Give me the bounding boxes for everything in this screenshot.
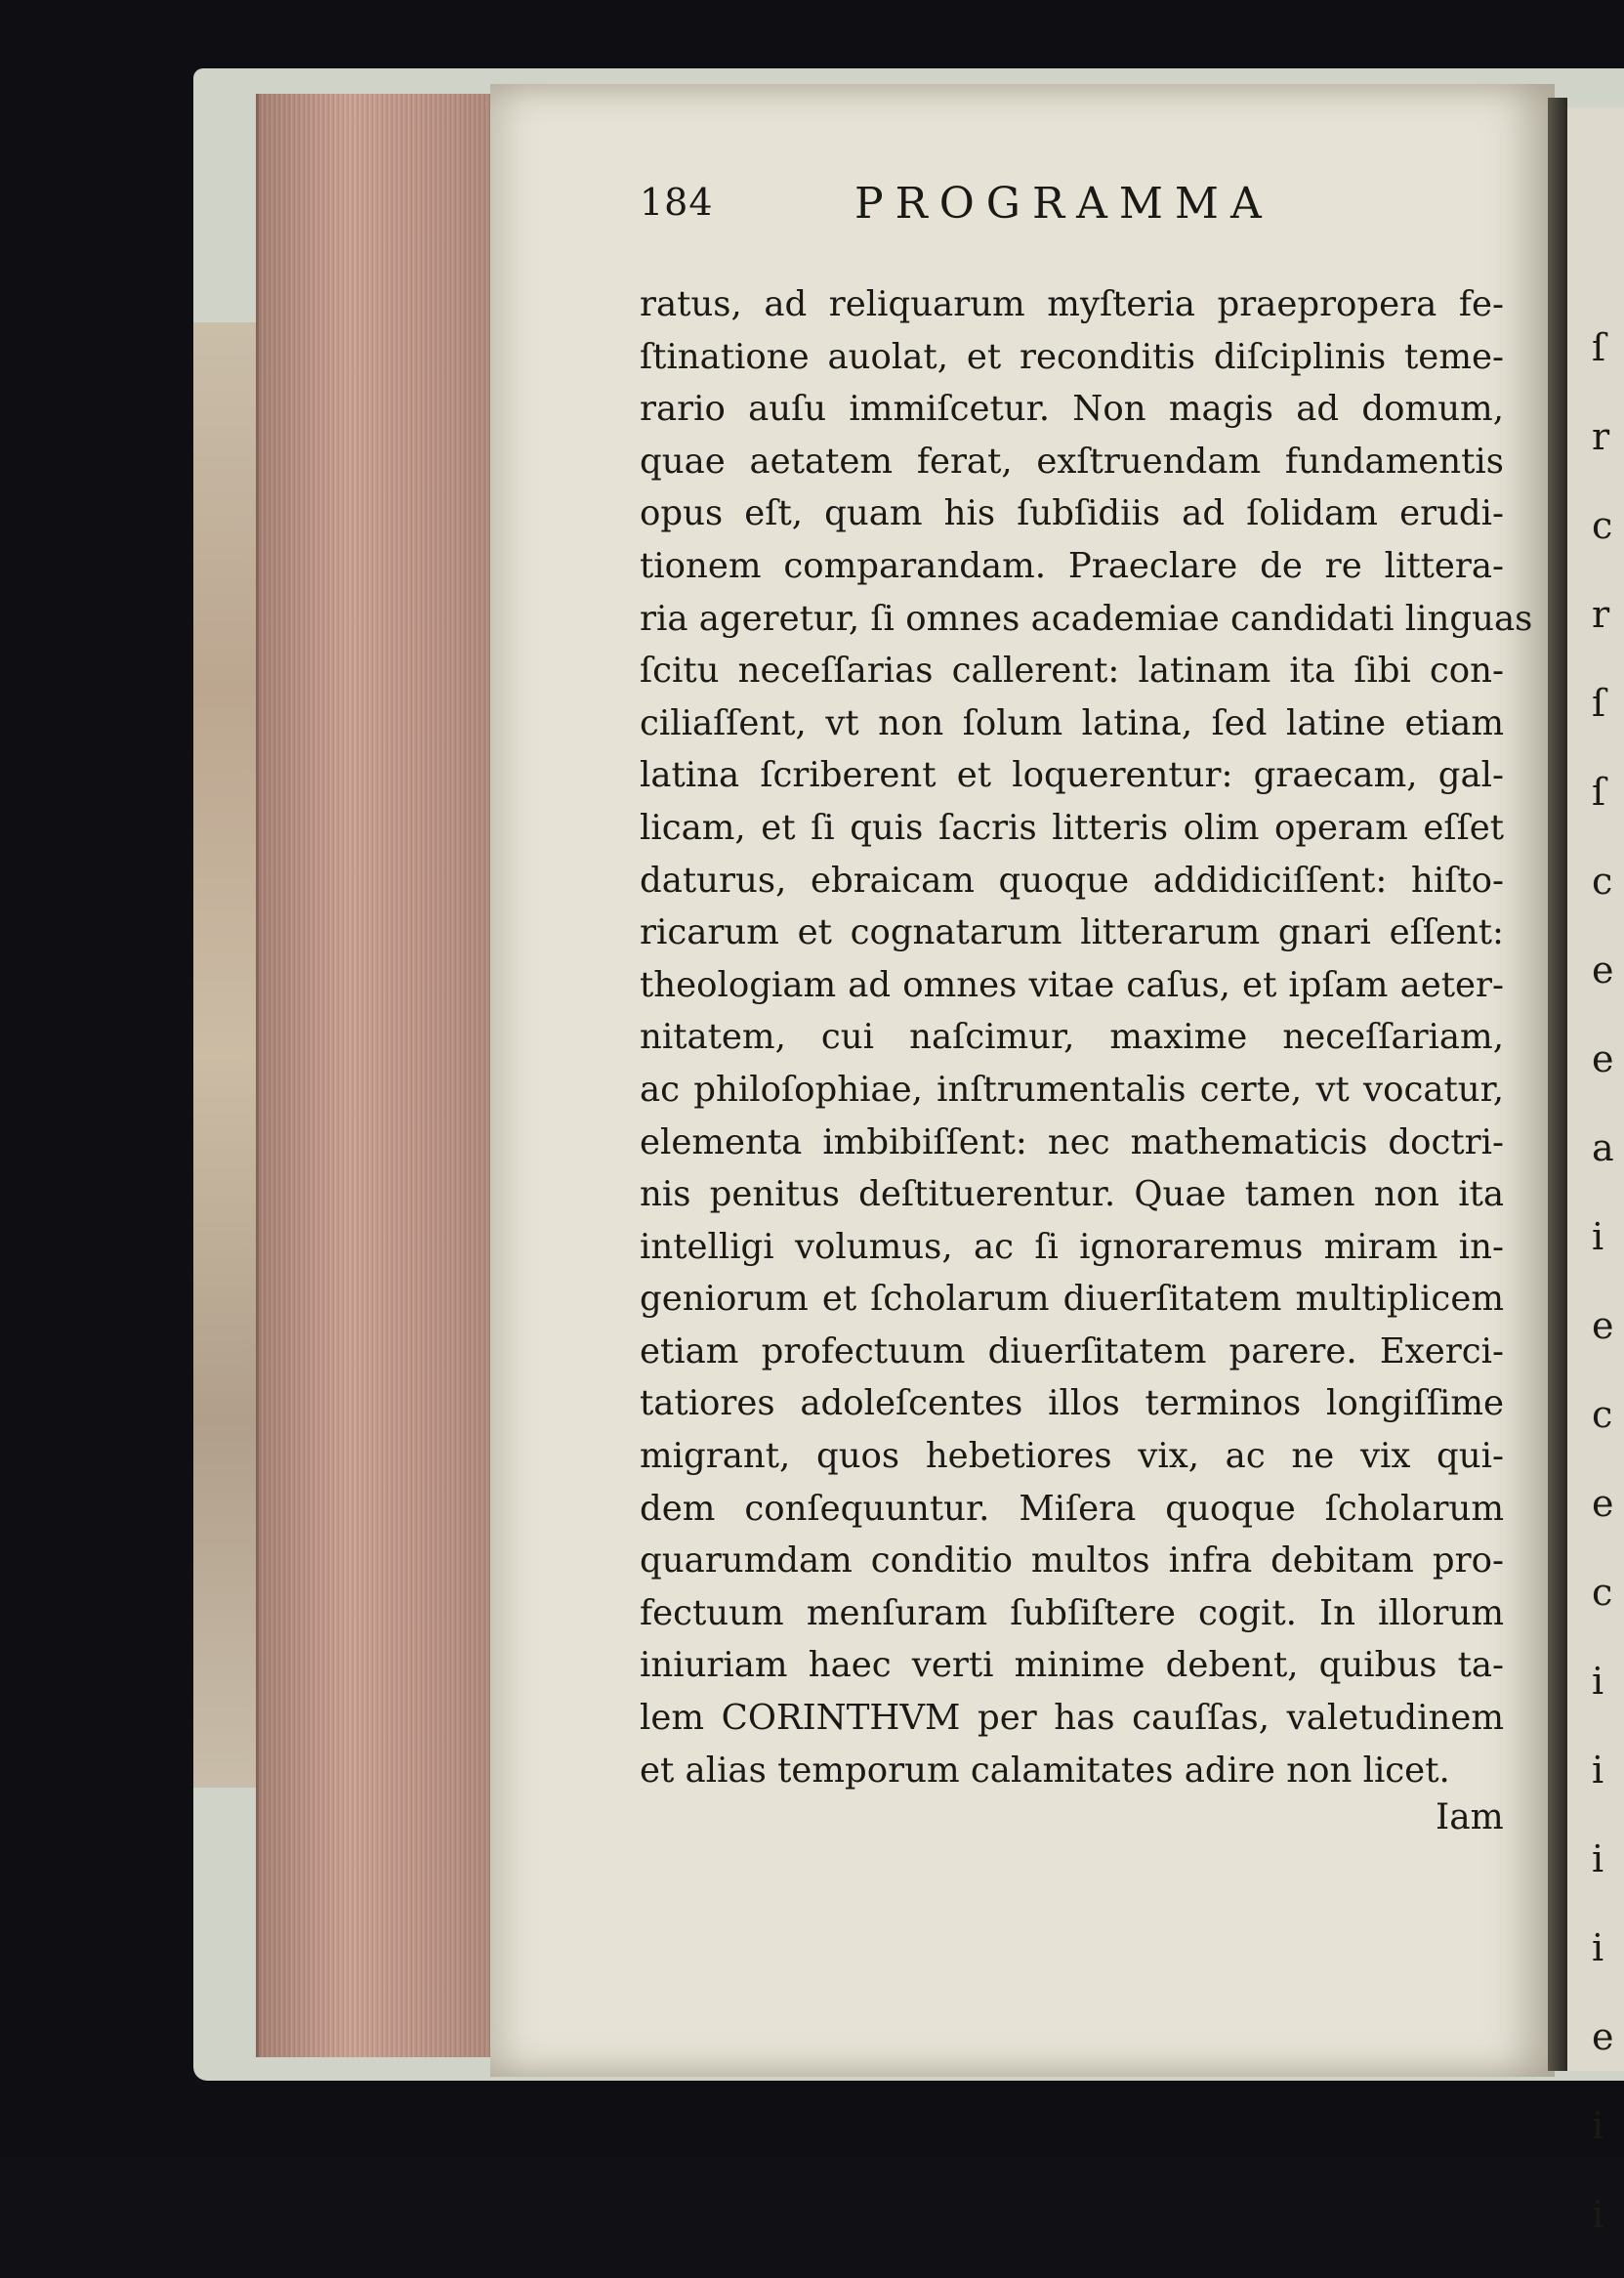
facing-page-letter: c — [1592, 1571, 1613, 1614]
text-line: daturus, ebraicam quoque addidiciſſent: hiſto- — [640, 860, 1504, 901]
text-line: licam, et ſi quis ſacris litteris olim operam eſſet — [640, 807, 1504, 848]
facing-page-letter: e — [1592, 1304, 1614, 1347]
text-line: ricarum et cognatarum litterarum gnari eſſent: — [640, 912, 1504, 953]
text-line: ratus, ad reliquarum myſteria praepropera fe- — [640, 284, 1504, 324]
running-head — [640, 171, 1509, 239]
facing-page-letter: e — [1592, 949, 1614, 991]
facing-page-letter: r — [1592, 593, 1610, 636]
text-line: opus eſt, quam his ſubſidiis ad ſolidam erudi- — [640, 493, 1504, 534]
facing-page-letters — [1592, 322, 1624, 2278]
book-gutter — [1548, 98, 1567, 2071]
text-line: nitatem, cui naſcimur, maxime neceſſariam, — [640, 1017, 1504, 1058]
facing-page-letter: c — [1592, 860, 1613, 903]
page-fore-edge-shade — [256, 94, 490, 2057]
facing-page-letter: ſ — [1592, 771, 1606, 814]
facing-page-letter: e — [1592, 2015, 1614, 2058]
text-line: quarumdam conditio multos infra debitam pro- — [640, 1540, 1504, 1582]
text-line: fectuum menſuram ſubſiſtere cogit. In illorum — [640, 1592, 1504, 1633]
facing-page-letter: i — [1592, 1837, 1604, 1880]
text-line: lem CORINTHVM per has cauſſas, valetudinem — [640, 1698, 1504, 1739]
text-line: elementa imbibiſſent: nec mathematicis doctri- — [640, 1121, 1504, 1162]
text-line: quae aetatem ferat, exſtruendam fundamentis — [640, 441, 1504, 482]
facing-page-letter: i — [1592, 1749, 1604, 1792]
text-line: intelligi volumus, ac ſi ignoraremus miram in- — [640, 1226, 1504, 1267]
text-line: iniuriam haec verti minime debent, quibus ta- — [640, 1645, 1504, 1686]
text-line: ſtinatione auolat, et reconditis diſciplinis teme- — [640, 336, 1504, 377]
text-line: etiam profectuum diuerſitatem parere. Exerci- — [640, 1330, 1504, 1371]
facing-page-letter: c — [1592, 1393, 1613, 1436]
facing-page-letter: c — [1592, 504, 1613, 547]
text-line: tatiores adoleſcentes illos terminos longiſſime — [640, 1383, 1504, 1424]
page-number: 184 — [640, 181, 714, 224]
text-block — [640, 171, 1533, 1796]
text-line: et alias temporum calamitates adire non licet. — [640, 1750, 1450, 1791]
facing-page-letter: r — [1592, 415, 1610, 458]
catchword: Iam — [1436, 1797, 1504, 1837]
text-line: ria ageretur, ſi omnes academiae candidati linguas — [640, 598, 1533, 639]
text-line: rario auſu immiſcetur. Non magis ad domum, — [640, 389, 1504, 430]
marbled-endpaper — [193, 322, 262, 1788]
facing-page-letter: e — [1592, 1482, 1614, 1525]
text-line: geniorum et ſcholarum diuerſitatem multiplicem — [640, 1279, 1504, 1320]
facing-page-letter: ſ — [1592, 682, 1606, 725]
facing-page-letter: e — [1592, 1037, 1614, 1080]
facing-page-letter: i — [1592, 2104, 1604, 2147]
text-line: ſcitu neceſſarias callerent: latinam ita ſibi con- — [640, 651, 1504, 692]
text-line: nis penitus deſtituerentur. Quae tamen non ita — [640, 1174, 1504, 1215]
text-line: migrant, quos hebetiores vix, ac ne vix qui- — [640, 1436, 1504, 1477]
body-text — [640, 278, 1533, 1796]
facing-page-letter: i — [1592, 1660, 1604, 1703]
text-line: theologiam ad omnes vitae caſus, et ipſam aeter- — [640, 964, 1504, 1005]
facing-page-letter: i — [1592, 2193, 1604, 2236]
text-line: ciliaſſent, vt non ſolum latina, ſed latine etiam — [640, 702, 1504, 743]
facing-page-letter: a — [1592, 1126, 1614, 1169]
text-line: tionem comparandam. Praeclare de re littera- — [640, 545, 1504, 586]
running-title: PROGRAMMA — [854, 179, 1273, 229]
facing-page-letter: i — [1592, 1926, 1604, 1969]
facing-page-letter: i — [1592, 1215, 1604, 1258]
text-line: latina ſcriberent et loquerentur: graecam, gal- — [640, 755, 1504, 796]
text-line: ac philoſophiae, inſtrumentalis certe, vt vocatur, — [640, 1069, 1504, 1110]
text-line: dem conſequuntur. Miſera quoque ſcholarum — [640, 1488, 1504, 1529]
facing-page-letter: ſ — [1592, 326, 1606, 369]
